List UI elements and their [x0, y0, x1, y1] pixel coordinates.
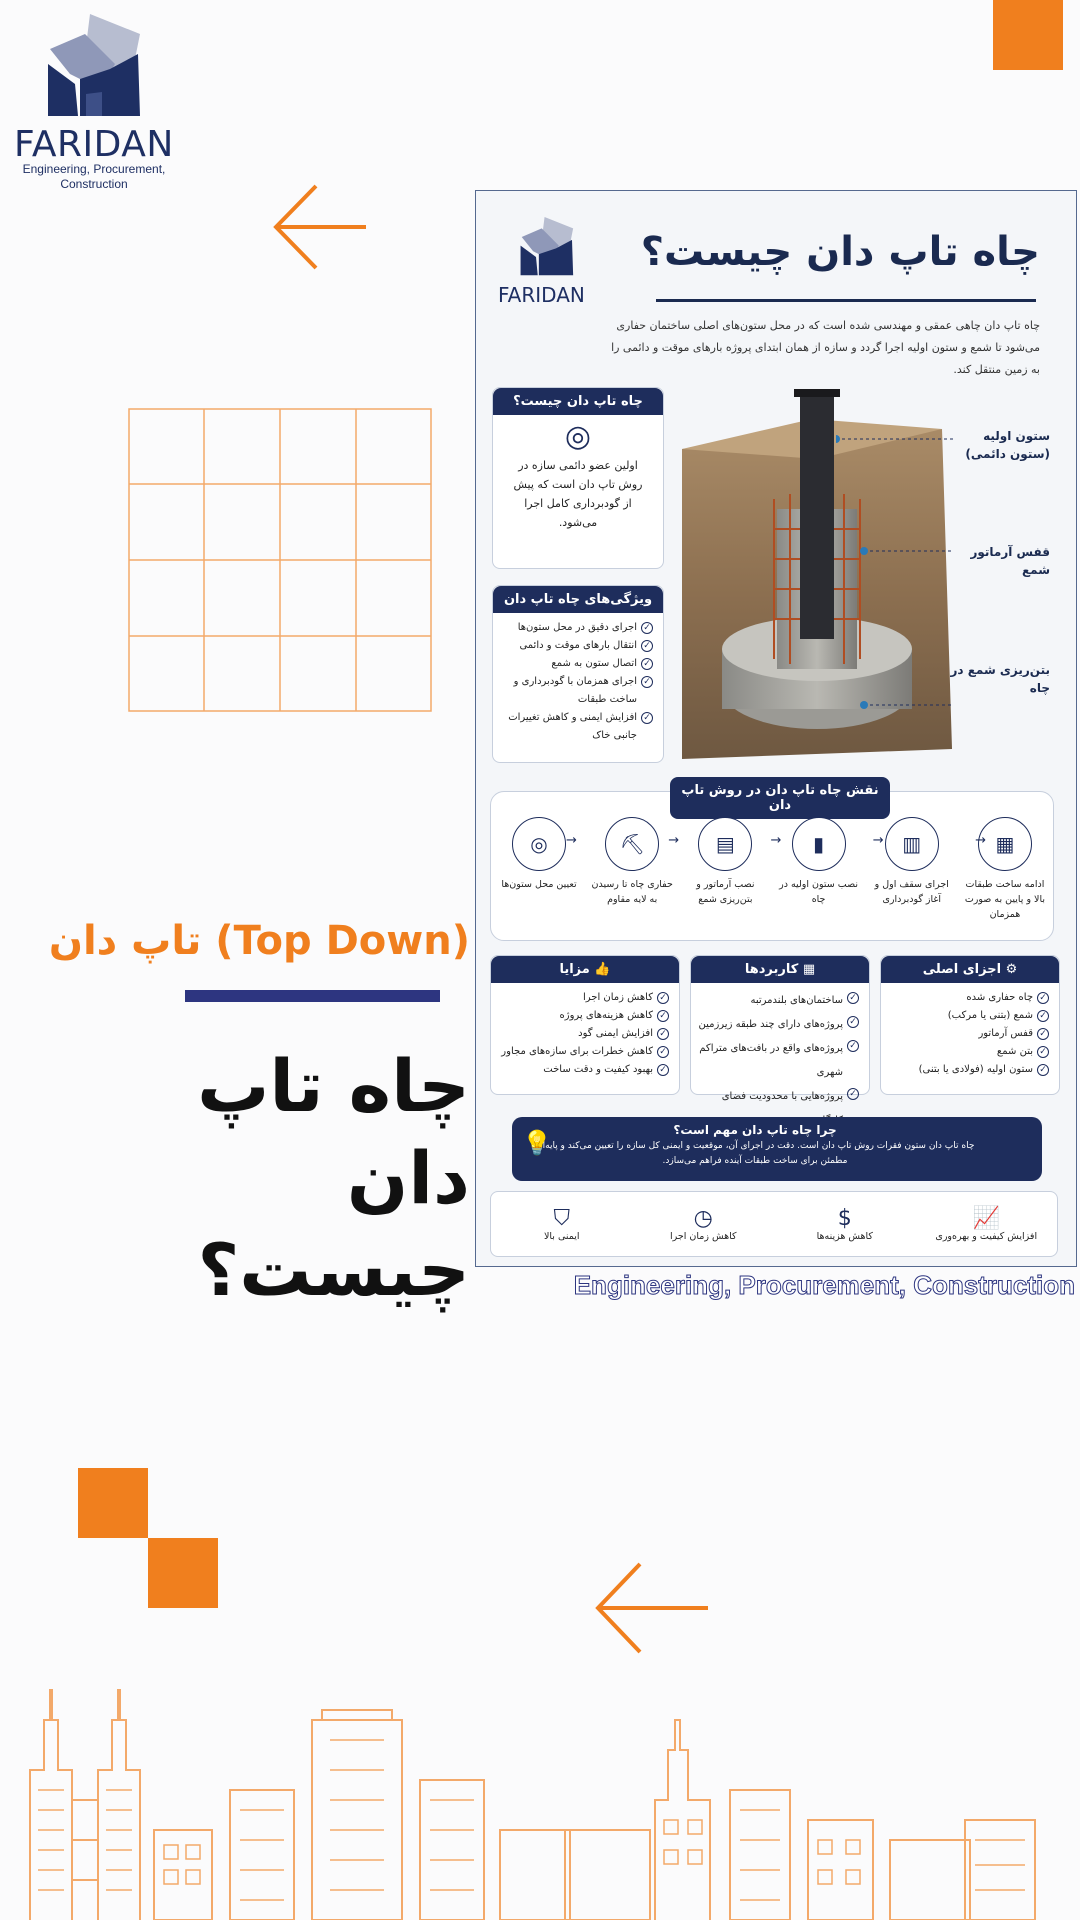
brand-name: FARIDAN — [14, 124, 174, 165]
page-title: چاه تاپ دان چیست؟ — [197, 1044, 470, 1312]
feature-item: ✓ اجرای همزمان با گودبرداری و ساخت طبقات — [499, 673, 653, 709]
role-step-label: تعیین محل ستون‌ها — [501, 879, 577, 890]
callout-rebar-cage: قفس آرماتور شمع — [970, 545, 1050, 577]
components-list — [881, 983, 1059, 1079]
arrow-icon: → — [975, 833, 986, 848]
role-step-label: نصب ستون اولیه در چاه — [779, 879, 858, 905]
applications-item: ✓ پروژه‌های واقع در بافت‌های متراکم شهری — [697, 1037, 859, 1085]
arrow-icon: → — [566, 833, 577, 848]
role-step-label: نصب آرماتور و بتن‌ریزی شمع — [696, 879, 755, 905]
poster-intro: چاه تاپ دان چاهی عمقی و مهندسی شده است که در محل ستون‌های اصلی ساختمان حفاری می‌شود تا شمع و ستون اولیه اجرا گردد و سازه از همان ابتدای پروژه بارهای موقت و دائمی را به زمین منتقل کند. — [611, 319, 1040, 376]
city-skyline-decoration — [0, 1680, 1080, 1920]
benefit-item — [643, 1206, 763, 1242]
step-arrows — [566, 833, 986, 848]
target-icon: ◎ — [564, 419, 592, 454]
what-card — [492, 387, 664, 569]
feature-item: ✓ اتصال ستون به شمع — [499, 655, 653, 673]
excavator-icon: ⛏ — [605, 817, 659, 871]
what-card-text: اولین عضو دائمی سازه در روش تاپ دان است که پیش از گودبرداری کامل اجرا می‌شود. — [513, 459, 643, 529]
features-card — [492, 585, 664, 763]
why-box — [512, 1117, 1042, 1181]
logo-mark-icon — [40, 14, 145, 119]
title-underline — [185, 990, 440, 1002]
benefit-item — [785, 1206, 905, 1242]
poster-title: چاه تاپ دان چیست؟ — [640, 229, 1040, 275]
applications-card-title: ▦ کاربردها — [691, 956, 869, 983]
advantages-item: ✓ کاهش زمان اجرا — [497, 989, 669, 1007]
building-icon: ▦ — [798, 962, 816, 977]
applications-item: ✓ ساختمان‌های بلندمرتبه — [697, 989, 859, 1013]
benefits-row — [490, 1191, 1058, 1257]
components-card — [880, 955, 1060, 1095]
clock-icon: ◷ — [693, 1206, 713, 1231]
benefit-label: افزایش کیفیت و بهره‌وری — [935, 1231, 1038, 1242]
advantages-card — [490, 955, 680, 1095]
topdown-tag-title: تاپ دان (Top Down) — [48, 918, 470, 964]
applications-card — [690, 955, 870, 1102]
chart-up-icon: 📈 — [972, 1206, 1000, 1231]
shield-icon: ⛉ — [553, 1206, 570, 1231]
advantages-item: ✓ بهبود کیفیت و دقت ساخت — [497, 1061, 669, 1079]
feature-item: ✓ افزایش ایمنی و کاهش تغییرات جانبی خاک — [499, 709, 653, 745]
arrow-left-icon — [270, 182, 370, 272]
what-card-title: چاه تاپ دان چیست؟ — [493, 388, 663, 415]
advantages-item: ✓ کاهش خطرات برای سازه‌های مجاور — [497, 1043, 669, 1061]
orange-block-decoration — [148, 1538, 218, 1608]
thumbs-up-icon: 👍 — [589, 962, 611, 977]
applications-item: ✓ پروژه‌هایی با محدودیت فضای — [697, 1085, 859, 1133]
applications-list — [691, 983, 869, 1133]
orange-square-decoration — [993, 0, 1063, 70]
arrow-icon: → — [668, 833, 680, 848]
column-icon: ▮ — [792, 817, 846, 871]
advantages-list — [491, 983, 679, 1079]
advantages-item: ✓ کاهش هزینه‌های پروژه — [497, 1007, 669, 1025]
arrow-icon: → — [872, 833, 884, 848]
callout-primary-column: ستون اولیه (ستون دائمی) — [965, 429, 1050, 461]
poster-title-rule — [656, 299, 1036, 302]
benefit-item — [502, 1206, 622, 1242]
callout-pile-concrete: بتن‌ریزی شمع در چاه — [950, 663, 1050, 695]
gear-icon: ⚙ — [1001, 962, 1018, 977]
arrow-icon: → — [770, 833, 782, 848]
applications-item: ✓ پروژه‌های دارای چند طبقه زیرزمین — [697, 1013, 859, 1037]
target-icon: ◎ — [512, 817, 566, 871]
benefit-label: ایمنی بالا — [543, 1231, 580, 1242]
role-step-label: حفاری چاه تا رسیدن به لایه مقاوم — [591, 879, 673, 905]
components-item: ✓ ستون اولیه (فولادی یا بتنی) — [887, 1061, 1049, 1079]
feature-item: ✓ اجرای دقیق در محل ستون‌ها — [499, 619, 653, 637]
role-title: نقش چاه تاپ دان در روش تاپ دان — [670, 777, 890, 819]
building-icon: ▦ — [978, 817, 1032, 871]
lightbulb-icon: 💡 — [522, 1129, 552, 1157]
benefit-label: کاهش زمان اجرا — [669, 1231, 737, 1242]
components-item: ✓ شمع (بتنی یا مرکب) — [887, 1007, 1049, 1025]
components-card-title: ⚙ اجزای اصلی — [881, 956, 1059, 983]
features-list — [493, 613, 663, 745]
components-item: ✓ بتن شمع — [887, 1043, 1049, 1061]
brand-subtitle: Engineering, Procurement, Construction — [22, 162, 166, 191]
advantages-item: ✓ افزایش ایمنی گود — [497, 1025, 669, 1043]
benefit-label: کاهش هزینه‌ها — [816, 1231, 873, 1242]
coin-hand-icon: $ — [837, 1206, 852, 1231]
why-title: چرا چاه تاپ دان مهم است؟ — [673, 1123, 837, 1137]
components-item: ✓ قفس آرماتور — [887, 1025, 1049, 1043]
advantages-card-title: 👍 مزایا — [491, 956, 679, 983]
orange-block-decoration — [78, 1468, 148, 1538]
role-step-label: اجرای سقف اول و آغاز گودبرداری — [874, 879, 949, 905]
building-icon: ▥ — [885, 817, 939, 871]
tagline: Engineering, Procurement, Construction — [573, 1270, 1075, 1300]
infographic-poster — [475, 190, 1077, 1267]
arrow-left-icon — [592, 1560, 712, 1656]
grid-decoration — [128, 408, 434, 714]
rebar-cage-icon: ▤ — [698, 817, 752, 871]
role-step-label: ادامه ساخت طبقات بالا و پایین به صورت همزمان — [964, 879, 1046, 920]
brand-logo — [40, 14, 145, 119]
feature-item: ✓ انتقال بارهای موقت و دائمی — [499, 637, 653, 655]
benefit-item — [926, 1206, 1046, 1242]
components-item: ✓ چاه حفاری شده — [887, 989, 1049, 1007]
callout-leaders — [836, 431, 956, 731]
poster-logo-text: FARIDAN — [498, 283, 585, 307]
why-text: چاه تاپ دان ستون فقرات روش تاپ دان است. دقت در اجرای آن، موقعیت و ایمنی کل سازه را تعیین می‌کند و پایه‌ای مطمئن برای ساخت طبقات آینده فراهم می‌سازد. — [535, 1141, 975, 1166]
features-card-title: ویژگی‌های چاه تاپ دان — [493, 586, 663, 613]
poster-logo-icon — [516, 215, 576, 279]
